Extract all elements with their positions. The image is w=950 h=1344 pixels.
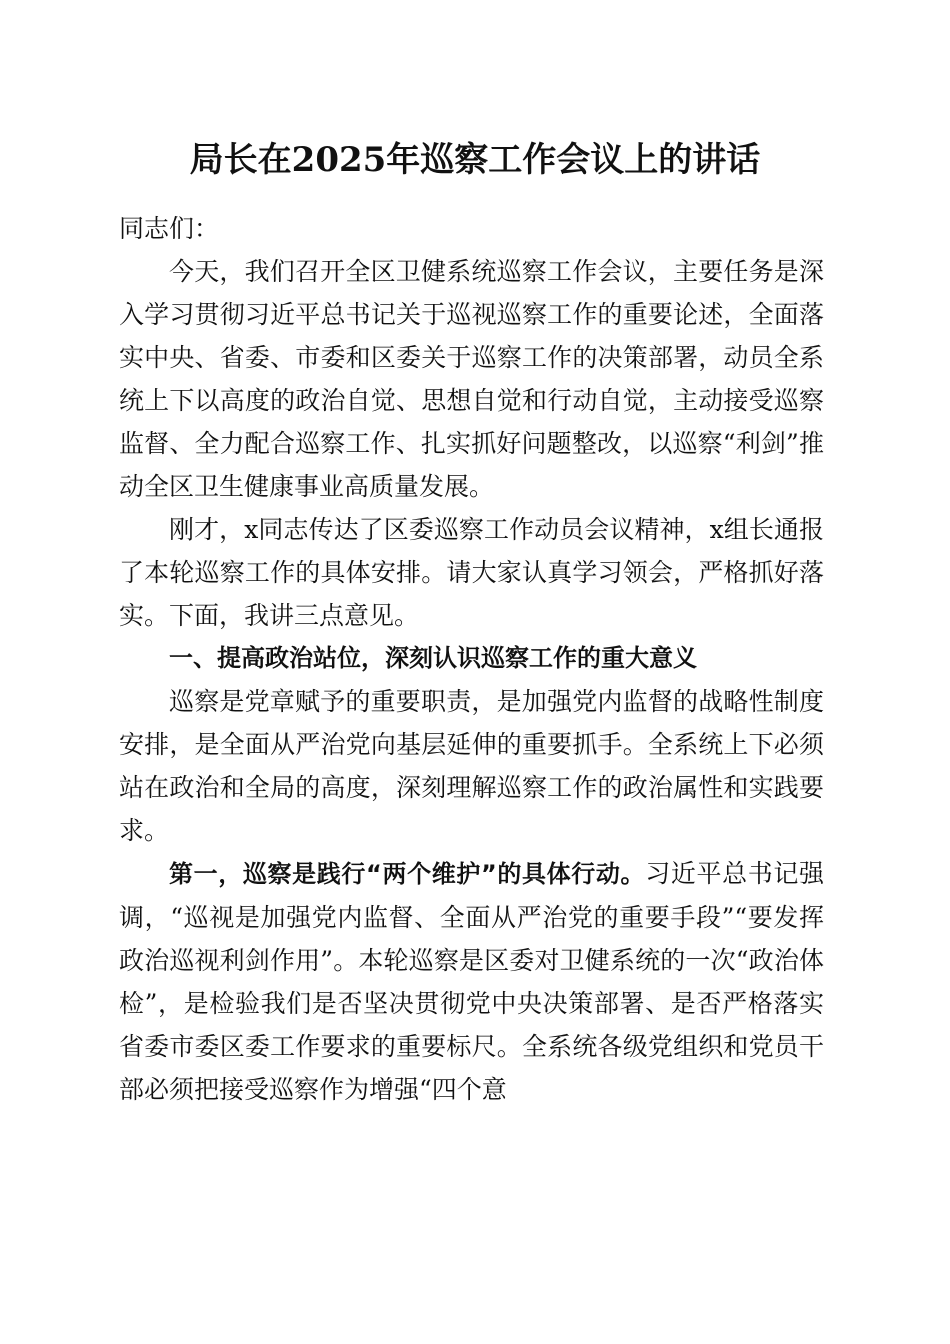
section-1-point-1 [119, 852, 824, 1111]
section-heading-1: 一、提高政治站位，深刻认识巡察工作的重大意义 [169, 644, 697, 672]
paragraph-opening: 今天，我们召开全区卫健系统巡察工作会议，主要任务是深入学习贯彻习近平总书记关于巡视巡察工作的重要论述，全面落实中央、省委、市委和区委关于巡察工作的决策部署，动员全系统上下以高度的政治自觉、思想自觉和行动自觉，主动接受巡察监督、全力配合巡察工作、扎实抓好问题整改，以巡察“利剑”推动全区卫生健康事业高质量发展。 [119, 257, 824, 501]
salutation: 同志们： [119, 214, 220, 243]
document-title: 局长在2025年巡察工作会议上的讲话 [189, 140, 761, 180]
section-1-intro: 巡察是党章赋予的重要职责，是加强党内监督的战略性制度安排，是全面从严治党向基层延伸的重要抓手。全系统上下必须站在政治和全局的高度，深刻理解巡察工作的政治属性和实践要求。 [119, 687, 824, 845]
document-body [119, 207, 824, 1111]
paragraph-introduction: 刚才，x同志传达了区委巡察工作动员会议精神，x组长通报了本轮巡察工作的具体安排。请大家认真学习领会，严格抓好落实。下面，我讲三点意见。 [119, 515, 824, 630]
point-1-body: 习近平总书记强调，“巡视是加强党内监督、全面从严治党的重要手段”“要发挥政治巡视利剑作用”。本轮巡察是区委对卫健系统的一次“政治体检”，是检验我们是否坚决贯彻党中央决策部署、是否严格落实省委市委区委工作要求的重要标尺。全系统各级党组织和党员干部必须把接受巡察作为增强“四个意 [119, 859, 824, 1104]
point-1-lead: 第一，巡察是践行“两个维护”的具体行动。 [169, 860, 646, 888]
